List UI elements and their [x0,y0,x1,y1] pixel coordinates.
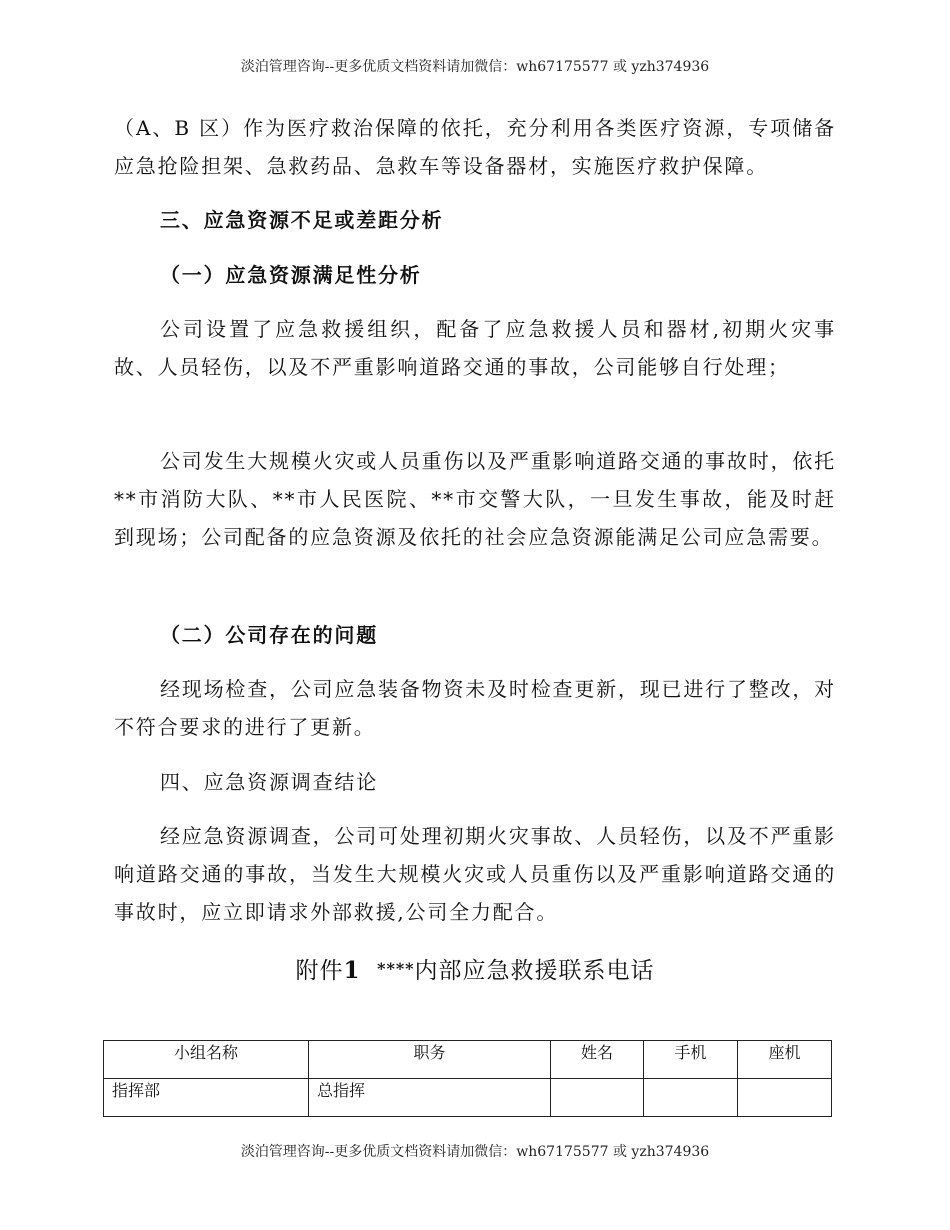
page-footer: 淡泊管理咨询--更多优质文档资料请加微信：wh67175577 或 yzh374936 [240,1144,710,1160]
cell-position: 总指挥 [309,1079,551,1117]
section-3-heading: 三、应急资源不足或差距分析 [160,208,444,232]
paragraph-intro: （A、B 区）作为医疗救治保障的依托，充分利用各类医疗资源，专项储备应急抢险担架、急救药品、急救车等设备器材，实施医疗救护保障。 [114,116,836,178]
paragraph-sufficiency-2: 公司发生大规模火灾或人员重伤以及严重影响道路交通的事故时，依托**市消防大队、**市人民医院、**市交警大队，一旦发生事故，能及时赶到现场；公司配备的应急资源及依托的社会应急资源能满足公司应急需要。 [114,449,836,549]
attachment-stars: **** [377,959,415,978]
page-header: 淡泊管理咨询--更多优质文档资料请加微信：wh67175577 或 yzh374936 [240,59,710,75]
paragraph-problems: 经现场检查，公司应急装备物资未及时检查更新，现已进行了整改，对不符合要求的进行了更新。 [114,677,836,739]
contact-table [103,1040,832,1117]
attachment-title-text: 内部应急救援联系电话 [414,958,655,984]
cell-group-name: 指挥部 [104,1079,309,1117]
cell-name [551,1079,644,1117]
header-position: 职务 [309,1041,551,1079]
header-mobile: 手机 [644,1041,738,1079]
paragraph-sufficiency-1: 公司设置了应急救援组织，配备了应急救援人员和器材,初期火灾事故、人员轻伤，以及不严重影响道路交通的事故，公司能够自行处理； [114,317,836,379]
header-landline: 座机 [738,1041,832,1079]
section-4-heading: 四、应急资源调查结论 [160,770,378,794]
attachment-number: 1 [343,957,361,984]
cell-landline [738,1079,832,1117]
subsection-1-heading: （一）应急资源满足性分析 [160,263,422,287]
table-header-row [104,1041,832,1079]
header-name: 姓名 [551,1041,644,1079]
paragraph-conclusion: 经应急资源调查，公司可处理初期火灾事故、人员轻伤，以及不严重影响道路交通的事故，当发生大规模火灾或人员重伤以及严重影响道路交通的事故时，应立即请求外部救援,公司全力配合。 [114,824,836,924]
attachment-title [0,952,950,985]
table-row [104,1079,832,1117]
header-group-name: 小组名称 [104,1041,309,1079]
attachment-prefix: 附件 [295,958,344,984]
subsection-2-heading: （二）公司存在的问题 [160,623,378,647]
cell-mobile [644,1079,738,1117]
